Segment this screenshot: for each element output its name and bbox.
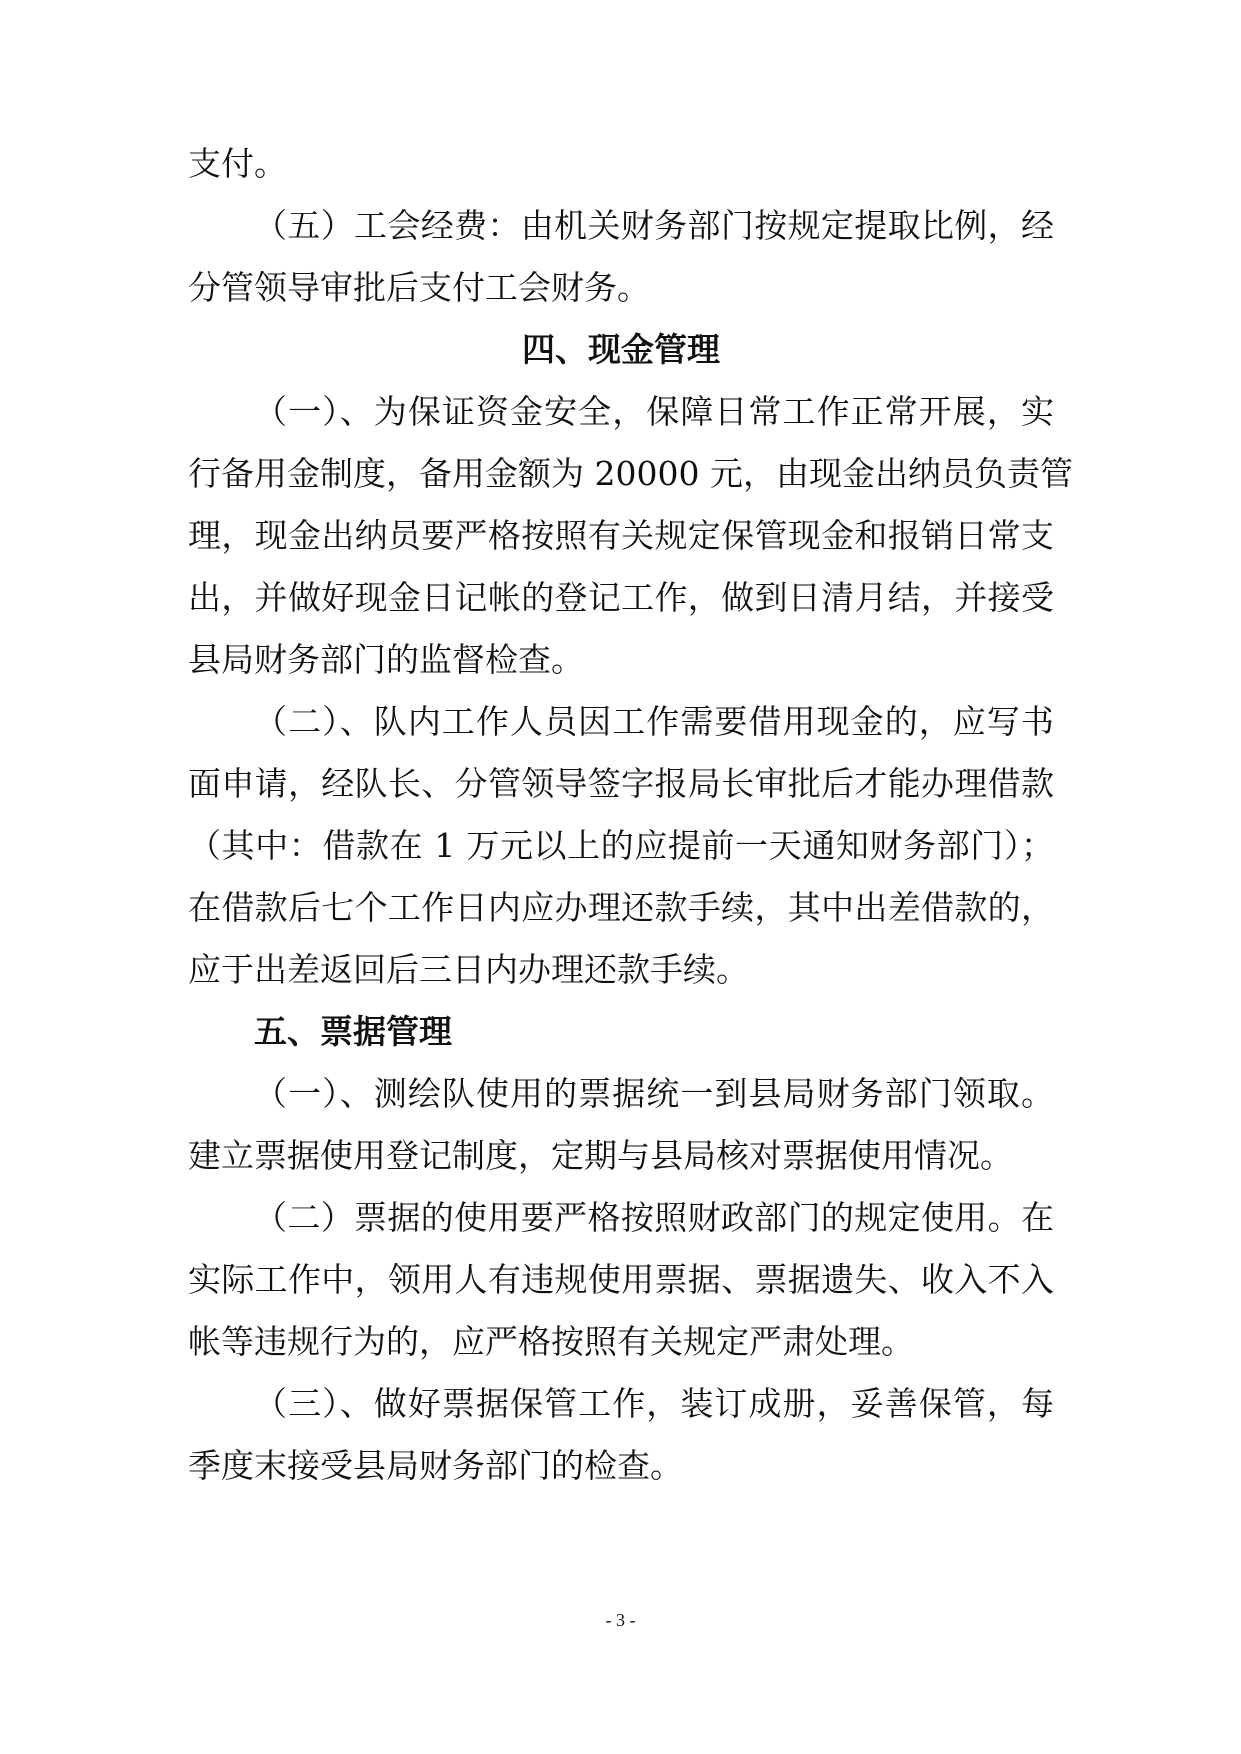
paragraph-line: 理，现金出纳员要严格按照有关规定保管现金和报销日常支 bbox=[188, 516, 1054, 555]
paragraph-line: 建立票据使用登记制度，定期与县局核对票据使用情况。 bbox=[188, 1136, 1013, 1175]
paragraph-line: 支付。 bbox=[188, 144, 287, 183]
page-number: - 3 - bbox=[605, 1610, 636, 1630]
paragraph-line: （一）、为保证资金安全，保障日常工作正常开展，实 bbox=[254, 392, 1054, 431]
paragraph-line: 应于出差返回后三日内办理还款手续。 bbox=[188, 950, 749, 989]
section-heading: 四、现金管理 bbox=[522, 330, 720, 369]
paragraph-line: （一）、测绘队使用的票据统一到县局财务部门领取。 bbox=[254, 1074, 1054, 1113]
paragraph-line: 分管领导审批后支付工会财务。 bbox=[188, 268, 650, 307]
paragraph-line: （三）、做好票据保管工作，装订成册，妥善保管，每 bbox=[254, 1384, 1054, 1423]
paragraph-line: 县局财务部门的监督检查。 bbox=[188, 640, 584, 679]
paragraph-line: （二）、队内工作人员因工作需要借用现金的，应写书 bbox=[254, 702, 1054, 741]
paragraph-line: 出，并做好现金日记帐的登记工作，做到日清月结，并接受 bbox=[188, 578, 1054, 617]
paragraph-line: 帐等违规行为的，应严格按照有关规定严肃处理。 bbox=[188, 1322, 914, 1361]
paragraph-line: 实际工作中，领用人有违规使用票据、票据遗失、收入不入 bbox=[188, 1260, 1054, 1299]
paragraph-line: （二）票据的使用要严格按照财政部门的规定使用。在 bbox=[254, 1198, 1054, 1237]
paragraph-line: 面申请，经队长、分管领导签字报局长审批后才能办理借款 bbox=[188, 764, 1054, 803]
paragraph-line: 季度末接受县局财务部门的检查。 bbox=[188, 1446, 683, 1485]
paragraph-line: 行备用金制度，备用金额为 20000 元，由现金出纳员负责管 bbox=[188, 454, 1073, 493]
section-heading: 五、票据管理 bbox=[254, 1012, 452, 1051]
paragraph-line: （其中：借款在 1 万元以上的应提前一天通知财务部门）； bbox=[188, 826, 1054, 865]
paragraph-line: （五）工会经费：由机关财务部门按规定提取比例，经 bbox=[254, 206, 1054, 245]
paragraph-line: 在借款后七个工作日内应办理还款手续，其中出差借款的， bbox=[188, 888, 1054, 927]
